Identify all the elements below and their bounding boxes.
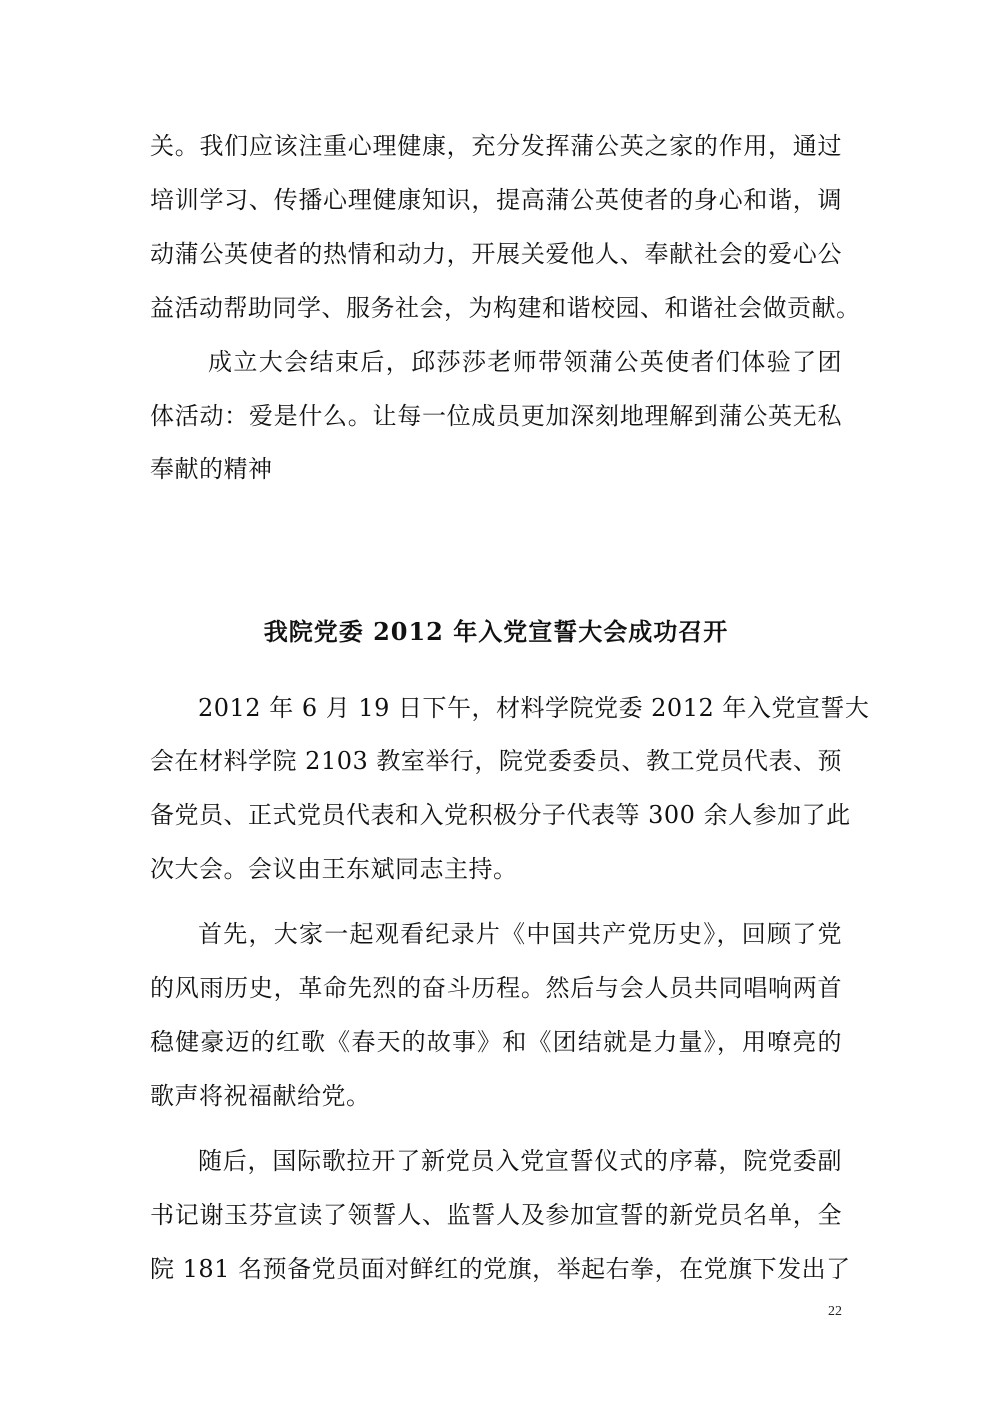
paragraph-line: 的风雨历史，革命先烈的奋斗历程。然后与会人员共同唱响两首 (150, 974, 842, 1002)
paragraph-line: 动蒲公英使者的热情和动力，开展关爱他人、奉献社会的爱心公 (150, 240, 842, 268)
paragraph-line: 成立大会结束后，邱莎莎老师带领蒲公英使者们体验了团 (208, 348, 842, 376)
paragraph-line: 关。我们应该注重心理健康，充分发挥蒲公英之家的作用，通过 (150, 132, 842, 160)
article-title: 我院党委 2012 年入党宣誓大会成功召开 (263, 617, 729, 646)
paragraph-line: 培训学习、传播心理健康知识，提高蒲公英使者的身心和谐，调 (150, 186, 842, 214)
paragraph-line: 次大会。会议由王东斌同志主持。 (150, 855, 518, 883)
paragraph-line: 奉献的精神 (150, 455, 273, 483)
paragraph-line: 稳健豪迈的红歌《春天的故事》和《团结就是力量》，用嘹亮的 (150, 1028, 842, 1056)
page-number: 22 (828, 1304, 842, 1319)
paragraph-line: 院 181 名预备党员面对鲜红的党旗，举起右拳，在党旗下发出了 (150, 1255, 851, 1283)
paragraph-line: 2012 年 6 月 19 日下午，材料学院党委 2012 年入党宣誓大 (198, 694, 870, 722)
paragraph-line: 会在材料学院 2103 教室举行，院党委委员、教工党员代表、预 (150, 747, 842, 775)
paragraph-line: 备党员、正式党员代表和入党积极分子代表等 300 余人参加了此 (150, 801, 851, 829)
paragraph-line: 书记谢玉芬宣读了领誓人、监誓人及参加宣誓的新党员名单，全 (150, 1201, 842, 1229)
paragraph-line: 首先，大家一起观看纪录片《中国共产党历史》，回顾了党 (198, 920, 842, 948)
paragraph-line: 益活动帮助同学、服务社会，为构建和谐校园、和谐社会做贡献。 (150, 294, 861, 322)
paragraph-line: 体活动：爱是什么。让每一位成员更加深刻地理解到蒲公英无私 (150, 402, 842, 430)
paragraph-line: 随后，国际歌拉开了新党员入党宣誓仪式的序幕，院党委副 (198, 1147, 842, 1175)
paragraph-line: 歌声将祝福献给党。 (150, 1082, 371, 1110)
